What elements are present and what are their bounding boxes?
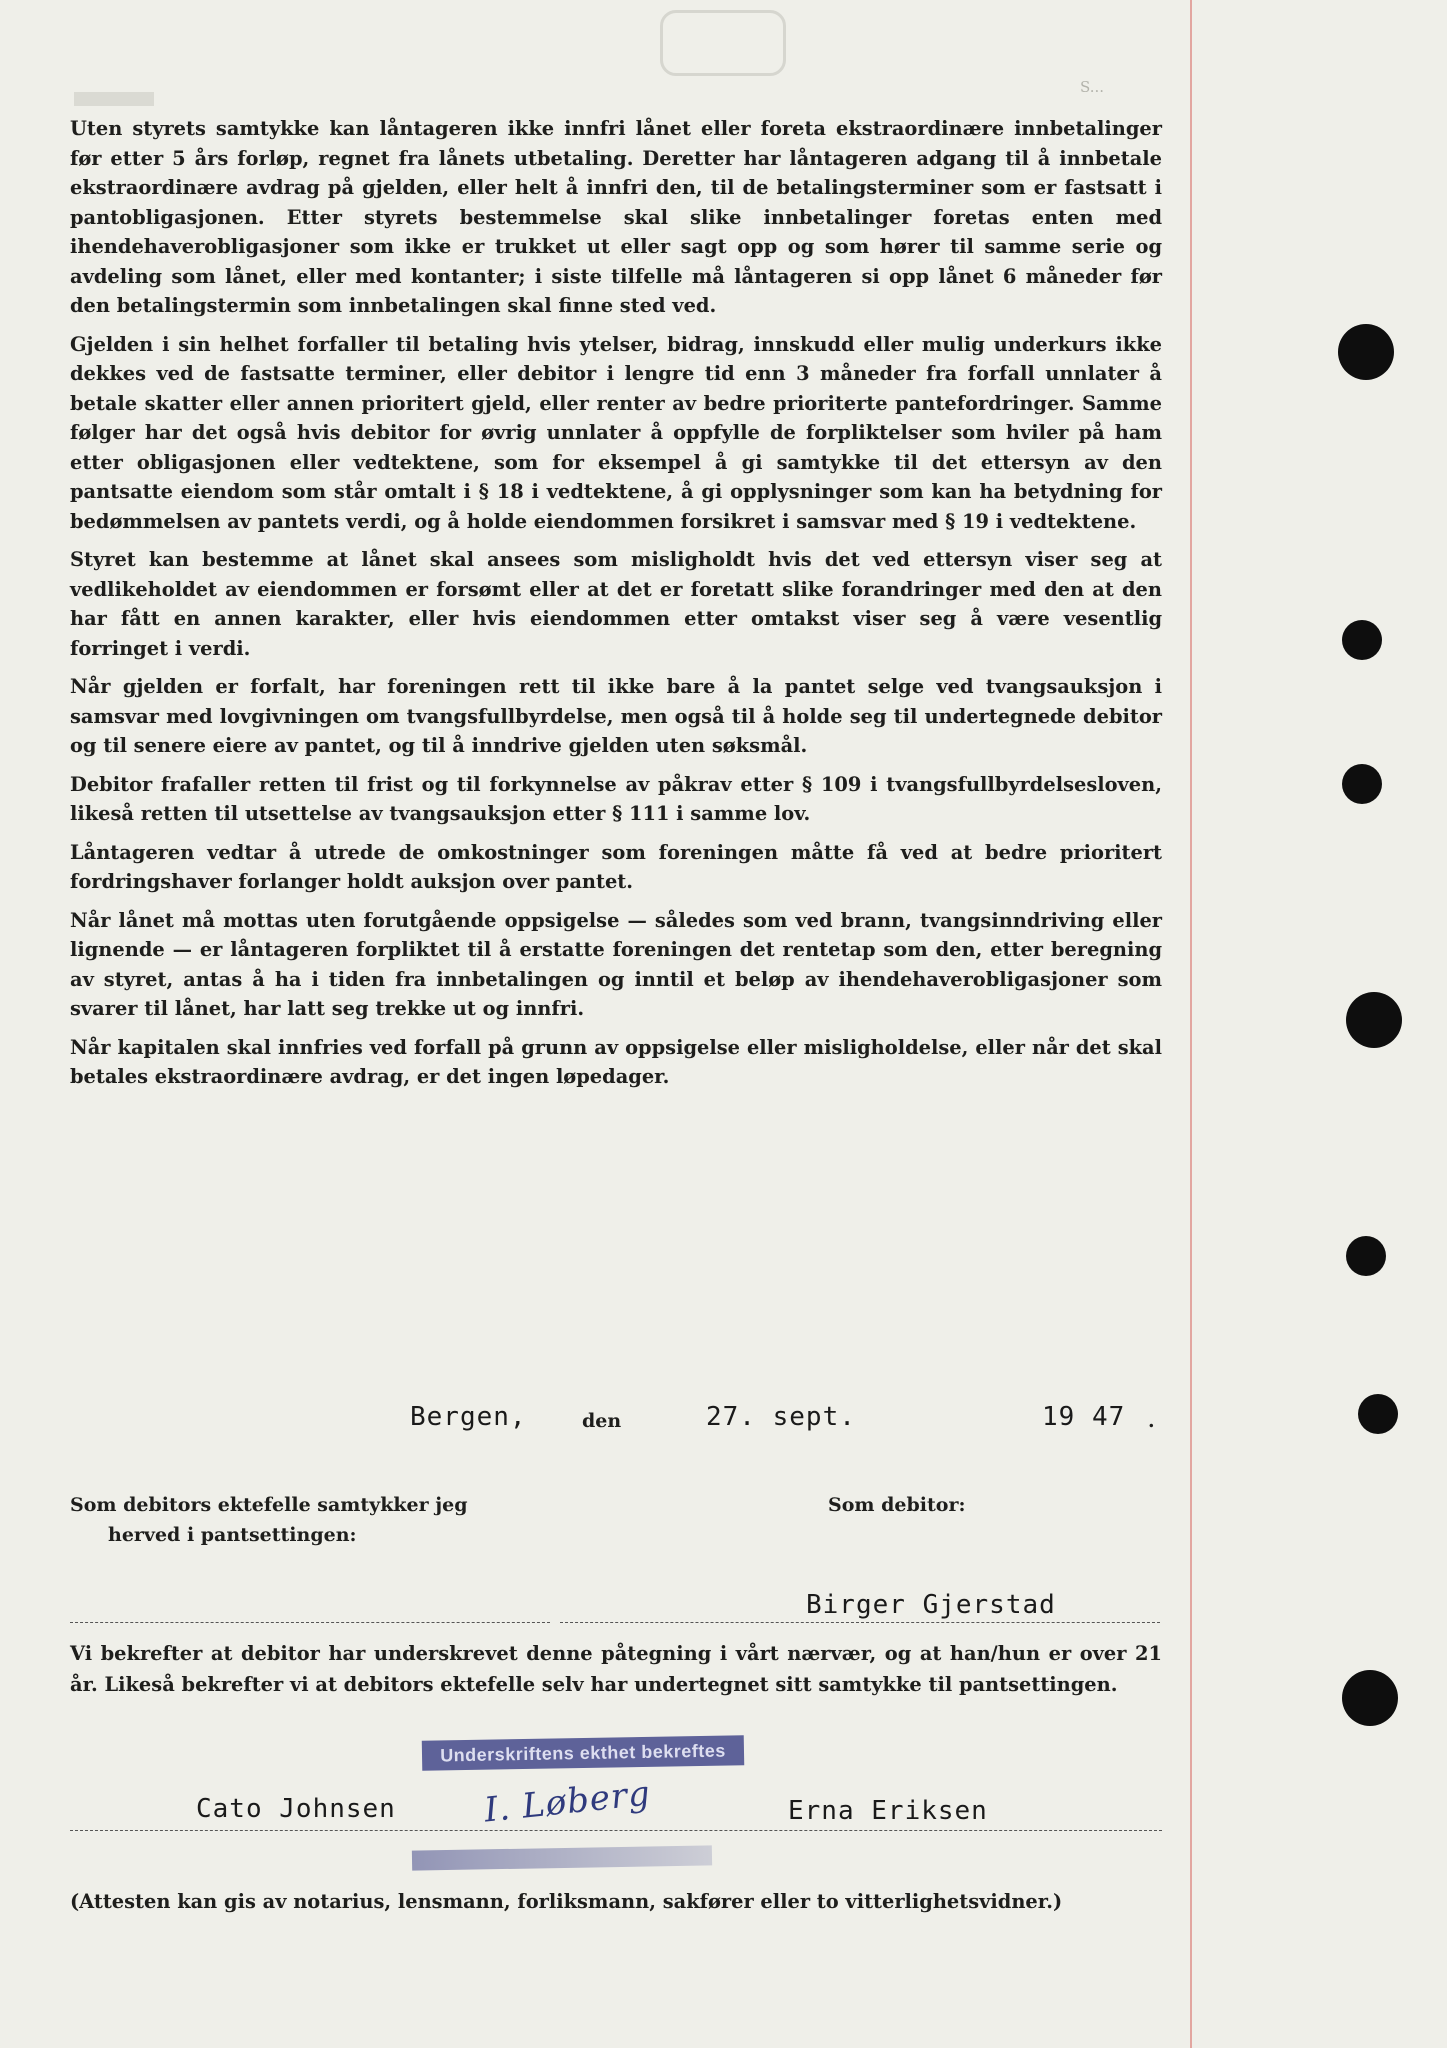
spouse-signature-line bbox=[70, 1622, 550, 1623]
punch-hole-icon bbox=[1342, 764, 1382, 804]
paragraph-no-grace-days: Når kapitalen skal innfries ved forfall på grunn av oppsigelse eller misligholdelse, eller når det skal betales ekstraordinære avdrag, er det ingen løpedager. bbox=[70, 1035, 1162, 1088]
witness-signature-line bbox=[70, 1830, 1162, 1831]
debtor-signature-line bbox=[560, 1622, 1160, 1623]
terms-text bbox=[70, 114, 1162, 1101]
margin-line bbox=[1190, 0, 1192, 2048]
header-bleed-mark bbox=[660, 10, 786, 76]
spouse-consent-line2: herved i pantsettingen: bbox=[108, 1524, 357, 1546]
paragraph-maintenance: Styret kan bestemme at lånet skal ansees som misligholdt hvis det ved ettersyn viser seg at vedlikeholdet av eiendommen er forsømt eller at det er foretatt slike forandringer med den at den har fått en annen karakter, eller hvis eiendommen etter omtakst viser seg å være vesentlig forringet i verdi. bbox=[70, 548, 1162, 660]
page-mark: S... bbox=[1080, 78, 1105, 96]
header-smudge bbox=[74, 92, 154, 106]
paragraph-interest-loss: Når lånet må mottas uten forutgående oppsigelse — således som ved brann, tvangsinndriving eller lignende — er låntageren forpliktet til å erstatte foreningen det rentetap som den, etter beregning av styret, antas å ha i tiden fra innbetalingen og inntil et beløp av ihendehaverobligasjoner som svarer til lånet, har latt seg trekke ut og innfri. bbox=[70, 908, 1162, 1020]
punch-hole-icon bbox=[1346, 992, 1402, 1048]
authenticity-stamp: Underskriftens ekthet bekreftes bbox=[422, 1735, 744, 1771]
den-label: den bbox=[582, 1410, 622, 1432]
punch-hole-icon bbox=[1342, 1670, 1398, 1726]
witness-confirmation: Vi bekrefter at debitor har underskrevet denne påtegning i vårt nærvær, og at han/hun er over 21 år. Likeså bekrefter vi at debitors ektefelle selv har undertegnet sitt samtykke til pantsettingen. bbox=[70, 1642, 1162, 1696]
paragraph-enforcement: Når gjelden er forfalt, har foreningen rett til ikke bare å la pantet selge ved tvangsauksjon i samsvar med lovgivningen om tvangsfullbyrdelse, men også til å holde seg til undertegnede debitor og til senere eiere av pantet, og til å inndrive gjelden uten søksmål. bbox=[70, 675, 1162, 757]
punch-hole-icon bbox=[1338, 324, 1394, 380]
paragraph-default: Gjelden i sin helhet forfaller til betaling hvis ytelser, bidrag, innskudd eller mulig underkurs ikke dekkes ved de fastsatte terminer, eller debitor i lengre tid enn 3 måneder fra forfall unnlater å betale skatter eller annen prioritert gjeld, eller renter av bedre prioriterte pantefordringer. Samme følger har det også hvis debitor for øvrig unnlater å oppfylle de forpliktelser som hviler på ham etter obligasjonen eller vedtektene, som for eksempel å gi samtykke til det ettersyn av den pantsatte eiendom som står omtalt i § 18 i vedtektene, å gi opplysninger som kan ha betydning for bedømmelsen av pantets verdi, og å holde eiendommen forsikret i samsvar med § 19 i vedtektene. bbox=[70, 332, 1162, 533]
debtor-name: Birger Gjerstad bbox=[806, 1590, 1056, 1620]
date-end-dot: . bbox=[1148, 1410, 1155, 1432]
stamp-smudge bbox=[412, 1845, 712, 1870]
spouse-consent-line1: Som debitors ektefelle samtykker jeg bbox=[70, 1494, 468, 1516]
debtor-label: Som debitor: bbox=[828, 1494, 966, 1516]
punch-hole-icon bbox=[1358, 1394, 1398, 1434]
official-signature: I. Løberg bbox=[482, 1773, 653, 1831]
witness-2-name: Erna Eriksen bbox=[788, 1796, 988, 1826]
punch-hole-icon bbox=[1342, 620, 1382, 660]
date: 27. sept. bbox=[706, 1402, 856, 1432]
paragraph-early-repayment: Uten styrets samtykke kan låntageren ikke innfri lånet eller foreta ekstraordinære innbetalinger før etter 5 års forløp, regnet fra lånets utbetaling. Deretter har låntageren adgang til å innbetale ekstraordinære avdrag på gjelden, eller helt å innfri den, til de betalingsterminer som er fastsatt i pantobligasjonen. Etter styrets bestemmelse skal slike innbetalinger foretas enten med ihendehaverobligasjoner som ikke er trukket ut eller sagt opp og som hører til samme serie og avdeling som lånet, eller med kontanter; i siste tilfelle må låntageren si opp lånet 6 måneder før den betalingstermin som innbetalingen skal finne sted ved. bbox=[70, 117, 1162, 317]
footnote: (Attesten kan gis av notarius, lensmann, forliksmann, sakfører eller to vitterlighetsvidner.) bbox=[70, 1890, 1063, 1913]
paragraph-waiver: Debitor frafaller retten til frist og til forkynnelse av påkrav etter § 109 i tvangsfullbyrdelsesloven, likeså retten til utsettelse av tvangsauksjon etter § 111 i samme lov. bbox=[70, 772, 1162, 825]
witness-1-name: Cato Johnsen bbox=[196, 1794, 396, 1824]
punch-hole-icon bbox=[1346, 1236, 1386, 1276]
year: 19 47 bbox=[1042, 1402, 1126, 1432]
paragraph-costs: Låntageren vedtar å utrede de omkostninger som foreningen måtte få ved at bedre prioritert fordringshaver forlanger holdt auksjon over pantet. bbox=[70, 840, 1162, 893]
place: Bergen, bbox=[410, 1402, 527, 1432]
